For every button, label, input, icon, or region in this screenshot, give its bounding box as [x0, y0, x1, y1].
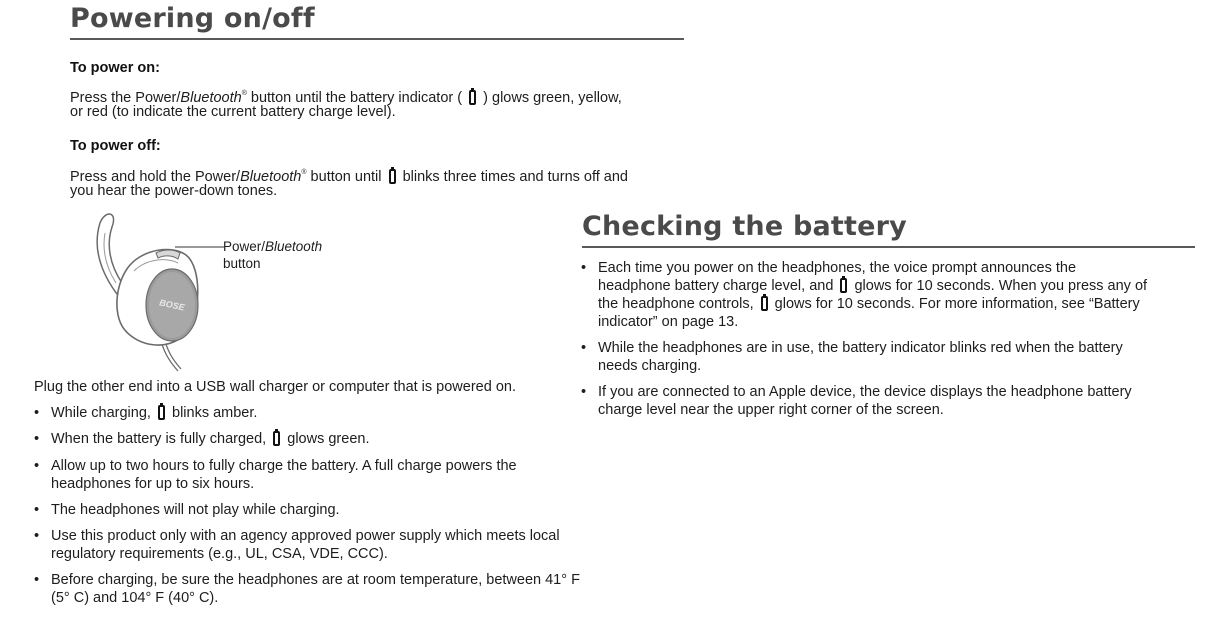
- text-fragment: When the battery is fully charged,: [51, 431, 267, 447]
- list-item: [34, 457, 517, 493]
- text-fragment: Power/: [223, 239, 266, 254]
- power-off-label: To power off:: [70, 138, 161, 154]
- registered-mark: ®: [241, 90, 247, 97]
- section-title-powering: Powering on/off: [70, 3, 315, 34]
- text-line: Each time you power on the headphones, the voice prompt announces the: [598, 260, 1077, 276]
- list-item: [34, 501, 340, 519]
- text-fragment: glows for 10 seconds. When you press any of: [854, 278, 1148, 294]
- text-fragment: The headphones will not play while charging.: [51, 502, 340, 518]
- bullet: •: [34, 528, 40, 544]
- text-line: regulatory requirements (e.g., UL, CSA, VDE, CCC).: [51, 546, 388, 562]
- text-line: charge level near the upper right corner of the screen.: [598, 402, 944, 418]
- battery-icon: [761, 296, 768, 311]
- text-fragment: glows for 10 seconds. For more information, see “Battery: [774, 296, 1140, 312]
- bullet: •: [34, 405, 40, 421]
- battery-icon: [273, 431, 280, 446]
- text-fragment: Press and hold the Power/: [70, 169, 241, 185]
- text-line: [598, 277, 1147, 295]
- battery-icon: [840, 278, 847, 293]
- text-line: indicator” on page 13.: [598, 314, 739, 330]
- bullet: •: [34, 431, 40, 447]
- power-on-label: To power on:: [70, 60, 160, 76]
- text-line: [598, 295, 1147, 313]
- text-fragment: blinks amber.: [172, 405, 258, 421]
- text-line: Allow up to two hours to fully charge the battery. A full charge powers the: [51, 458, 517, 474]
- charging-intro: Plug the other end into a USB wall charger or computer that is powered on.: [34, 379, 516, 395]
- power-on-text-line2: or red (to indicate the current battery charge level).: [70, 104, 396, 120]
- text-line: headphones for up to six hours.: [51, 476, 255, 492]
- battery-icon: [158, 405, 165, 420]
- text-fragment: blinks three times and turns off and: [402, 169, 628, 185]
- callout-label: [223, 239, 322, 255]
- callout-label-line2: button: [223, 256, 261, 271]
- text-fragment: While charging,: [51, 405, 151, 421]
- section-rule: [70, 38, 684, 40]
- bullet: •: [34, 458, 40, 474]
- text-line: Before charging, be sure the headphones are at room temperature, between 41° F: [51, 572, 580, 588]
- list-item: [581, 259, 1148, 331]
- bullet: •: [34, 502, 40, 518]
- bullet: •: [581, 340, 587, 356]
- bluetooth-italic: Bluetooth: [240, 169, 302, 185]
- text-fragment: glows green.: [287, 431, 370, 447]
- text-fragment: button until the battery indicator (: [246, 90, 463, 106]
- text-fragment: button until: [306, 169, 382, 185]
- list-item: [581, 339, 1123, 375]
- earbud-illustration: [60, 205, 350, 375]
- text-fragment: ) glows green, yellow,: [483, 90, 622, 106]
- bluetooth-italic: Bluetooth: [265, 239, 323, 254]
- list-item: [581, 383, 1132, 419]
- section-rule: [582, 246, 1195, 248]
- text-fragment: headphone battery charge level, and: [598, 278, 834, 294]
- registered-mark: ®: [301, 169, 307, 176]
- text-fragment: the headphone controls,: [598, 296, 754, 312]
- text-line: While the headphones are in use, the battery indicator blinks red when the battery: [598, 340, 1123, 356]
- bose-logo-text: BOSE: [158, 297, 186, 313]
- section-title-checking-battery: Checking the battery: [582, 211, 907, 242]
- text-line: (5° C) and 104° F (40° C).: [51, 590, 219, 606]
- battery-icon: [389, 169, 396, 184]
- list-item: [34, 404, 258, 422]
- list-item: [34, 430, 370, 448]
- text-line: needs charging.: [598, 358, 702, 374]
- power-off-text-line2: you hear the power-down tones.: [70, 183, 278, 199]
- bullet: •: [34, 572, 40, 588]
- text-line: Use this product only with an agency approved power supply which meets local: [51, 528, 560, 544]
- bullet: •: [581, 384, 587, 400]
- text-fragment: Press the Power/: [70, 90, 181, 106]
- bullet: •: [581, 260, 587, 276]
- battery-icon: [469, 90, 476, 105]
- bluetooth-italic: Bluetooth: [180, 90, 242, 106]
- text-line: If you are connected to an Apple device, the device displays the headphone battery: [598, 384, 1132, 400]
- list-item: [34, 571, 580, 607]
- list-item: [34, 527, 560, 563]
